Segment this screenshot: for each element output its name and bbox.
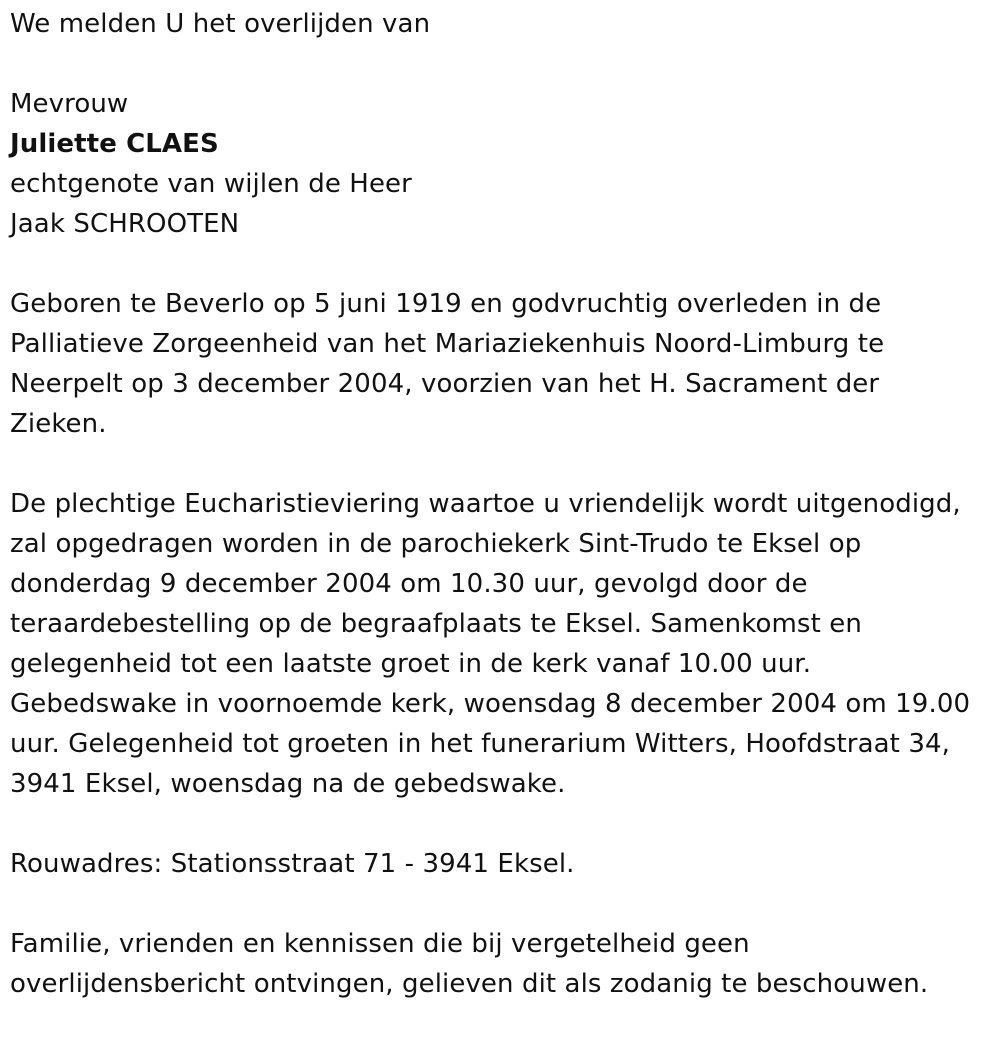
paragraph-line: uur. Gelegenheid tot groeten in het funerarium Witters, Hoofdstraat 34, — [10, 729, 950, 759]
relation-text: echtgenote van wijlen de Heer — [10, 169, 412, 199]
paragraph-line: gelegenheid tot een laatste groet in de kerk vanaf 10.00 uur. — [10, 649, 812, 679]
paragraph-line: 3941 Eksel, woensdag na de gebedswake. — [10, 769, 566, 799]
paragraph-line: Familie, vrienden en kennissen die bij vergetelheid geen — [10, 929, 750, 959]
paragraph-line: Neerpelt op 3 december 2004, voorzien van het H. Sacrament der — [10, 369, 880, 399]
paragraph-line: De plechtige Eucharistieviering waartoe u vriendelijk wordt uitgenodigd, — [10, 489, 961, 519]
paragraph-line: Gebedswake in voornoemde kerk, woensdag 8 december 2004 om 19.00 — [10, 689, 971, 719]
mourning-address: Rouwadres: Stationsstraat 71 - 3941 Eksel. — [10, 849, 575, 879]
spouse-name: Jaak SCHROOTEN — [10, 209, 240, 239]
paragraph-line: overlijdensbericht ontvingen, gelieven dit als zodanig te beschouwen. — [10, 969, 929, 999]
paragraph-line: teraardebestelling op de begraafplaats te Eksel. Samenkomst en — [10, 609, 862, 639]
spacer — [10, 444, 1000, 484]
spacer — [10, 44, 1000, 84]
paragraph-line: donderdag 9 december 2004 om 10.30 uur, gevolgd door de — [10, 569, 808, 599]
spacer — [10, 244, 1000, 284]
intro-text: We melden U het overlijden van — [10, 9, 431, 39]
salutation: Mevrouw — [10, 89, 129, 119]
paragraph-line: Palliatieve Zorgeenheid van het Mariaziekenhuis Noord-Limburg te — [10, 329, 885, 359]
deceased-name: Juliette CLAES — [10, 129, 219, 159]
closing-paragraph — [10, 924, 1000, 1004]
spacer — [10, 804, 1000, 844]
paragraph-line: Zieken. — [10, 409, 107, 439]
birth-death-paragraph — [10, 284, 1000, 444]
paragraph-line: Geboren te Beverlo op 5 juni 1919 en godvruchtig overleden in de — [10, 289, 882, 319]
spacer — [10, 884, 1000, 924]
ceremony-paragraph — [10, 484, 1000, 804]
paragraph-line: zal opgedragen worden in de parochiekerk Sint-Trudo te Eksel op — [10, 529, 862, 559]
